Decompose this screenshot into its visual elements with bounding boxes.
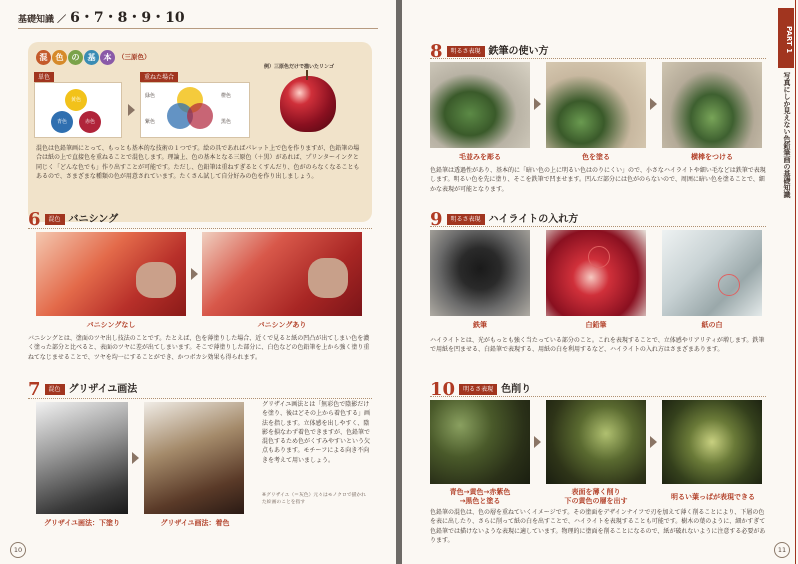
- grisaille-paragraph: グリザイユ画法とは「無彩色で陰影だけを塗り、後はどその上から着色する」画法を指します。立体感を出しやすく、陰影を損なわず着色できますが、色鉛筆で混色するため色がくすみやすいという欠点もあります。モチーフによる向き不向きを考えて用いましょう。: [262, 401, 371, 464]
- section-divider: [430, 396, 766, 397]
- section-8-heading: [430, 38, 549, 65]
- section-divider: [430, 226, 766, 227]
- section-divider: [28, 398, 372, 399]
- red-dot: 赤色: [79, 111, 101, 133]
- part-title: 写真にしか見えない色鉛筆画の基礎知識: [783, 72, 791, 198]
- section-9-heading: [430, 206, 578, 233]
- caption-underpaint: グリザイユ画法：下塗り: [43, 519, 121, 527]
- section-10-heading: [430, 376, 531, 403]
- section-number: 8: [430, 41, 443, 62]
- caption-stylus: 鉄筆: [473, 321, 487, 329]
- scraping-step3-image: [662, 400, 762, 484]
- side-rule: [795, 0, 796, 564]
- title-char: 混: [36, 50, 51, 65]
- highlight-paper-white-image: [662, 230, 762, 316]
- grisaille-colored-image: [144, 402, 244, 514]
- mixed-colors-figure: [140, 82, 250, 138]
- burnishing-before-image: [36, 232, 186, 316]
- caption-colored: グリザイユ画法：着色: [160, 519, 230, 527]
- caption-paper-white: 紙の白: [701, 321, 723, 329]
- scraping-paragraph: 色鉛筆の混色は、色の層を重ねていくイメージです。その塗面をデザインナイフで刃を加えて薄く削ることにより、下層の色を表に出したり、さらに削って紙の白を出すことで、ハイライトを表現することも可能です。樹木の葉のように、細かすぎて色鉛筆では描けないような表現に適しています。物理的に塗面を削ることになるので、紙が破れないように注意する必要があります。: [430, 509, 766, 544]
- caption-step3: 横棒をつける: [691, 153, 733, 161]
- scraping-step1-image: [430, 400, 530, 484]
- arrow-icon: [650, 98, 657, 110]
- highlight-stylus-image: [430, 230, 530, 316]
- section-divider: [28, 228, 372, 229]
- section-number: 10: [430, 379, 456, 400]
- caption-before: バニシングなし: [86, 321, 136, 329]
- right-page: [402, 0, 798, 564]
- highlight-paragraph: ハイライトとは、光がもっとも強く当たっている部分のこと。これを表現することで、立体感やリアリティが増します。鉄筆で用紙を凹ませる、白鉛筆で表現する、用紙の白を利用するなど、ハイライトの入れ方はさまざまあります。: [430, 337, 765, 354]
- caption-step1: 毛並みを彫る: [459, 153, 501, 161]
- example-caption: 例）三原色だけで描いたリンゴ: [264, 64, 335, 70]
- section-tag: 明るさ表現: [447, 214, 485, 225]
- basics-subtitle: （三原色）: [118, 52, 151, 61]
- caption-scrape-step3: 明るい葉っぱが表現できる: [671, 493, 755, 501]
- header-numbers: 6・7・8・9・10: [70, 10, 185, 26]
- hand-shape: [136, 262, 176, 298]
- arrow-icon: [128, 104, 135, 116]
- highlight-marker: [588, 246, 610, 268]
- red-circle: [187, 103, 213, 129]
- section-number: 6: [28, 209, 41, 230]
- highlight-marker: [718, 274, 740, 296]
- grisaille-note: ※グリザイユ（＝灰色）元々はモノクロで描かれた絵画のことを指す: [262, 493, 366, 506]
- stylus-step2-image: [546, 62, 646, 148]
- section-number: 7: [28, 379, 41, 400]
- label-mix: 重ねた場合: [140, 72, 178, 83]
- caption-white-pencil: 白鉛筆: [585, 321, 607, 329]
- caption-line: 下の黄色の層を出す: [564, 496, 628, 505]
- arrow-icon: [650, 436, 657, 448]
- caption-step2: 色を塗る: [582, 153, 610, 161]
- section-tag: 混色: [45, 384, 65, 395]
- caption-line: 青色→黄色→赤紫色: [449, 488, 511, 496]
- page-header: 基礎知識 ／ 6・7・8・9・10: [18, 10, 185, 26]
- caption-line: 表面を薄く削り: [571, 488, 621, 496]
- page-number: 10: [10, 542, 26, 558]
- section-tag: 混色: [45, 214, 65, 225]
- title-char: 色: [52, 50, 67, 65]
- arrow-icon: [534, 436, 541, 448]
- arrow-icon: [534, 98, 541, 110]
- title-char: 本: [100, 50, 115, 65]
- highlight-white-pencil-image: [546, 230, 646, 316]
- caption-after: バニシングあり: [257, 321, 307, 329]
- color-basics-box: [28, 42, 372, 222]
- caption-scrape-step2: [542, 488, 650, 506]
- yellow-dot: 黄色: [65, 89, 87, 111]
- label-black: 黒色: [221, 119, 232, 125]
- header-label: 基礎知識: [18, 15, 55, 25]
- left-page: [0, 0, 396, 564]
- title-char: 基: [84, 50, 99, 65]
- stylus-paragraph: 色鉛筆は透過性があり、基本的に「暗い色の上に明るい色はのりにくい」ので、小さなハイライトや細い毛などは鉄筆で表現します。明るい色を先に塗り、そこを鉄筆で凹ませます。凹んだ部分には色がのらないので、周囲に暗い色を塗ることで、細かな表現が可能となります。: [430, 167, 766, 193]
- section-title: 鉄筆の使い方: [488, 46, 549, 57]
- section-title: バニシング: [68, 214, 119, 225]
- label-primary: 単色: [34, 72, 54, 83]
- arrow-icon: [191, 268, 198, 280]
- label-orange: 橙色: [221, 93, 232, 99]
- apple-illustration: [280, 76, 336, 132]
- section-number: 9: [430, 209, 443, 230]
- section-tag: 明るさ表現: [447, 46, 485, 57]
- section-divider: [430, 58, 766, 59]
- stylus-step1-image: [430, 62, 530, 148]
- basics-title: [36, 50, 151, 65]
- part-tab: PART 1: [778, 8, 794, 68]
- label-green: 緑色: [145, 93, 156, 99]
- blue-dot: 青色: [51, 111, 73, 133]
- page-number: 11: [774, 542, 790, 558]
- scraping-step2-image: [546, 400, 646, 484]
- section-title: 色削り: [501, 384, 532, 395]
- caption-line: →黒色と塗る: [459, 496, 501, 505]
- caption-scrape-step1: [422, 488, 538, 506]
- section-tag: 明るさ表現: [459, 384, 497, 395]
- burnishing-after-image: [202, 232, 362, 316]
- section-title: ハイライトの入れ方: [488, 214, 579, 225]
- apple-stem: [306, 70, 308, 80]
- grisaille-underpaint-image: [36, 402, 128, 514]
- label-purple: 紫色: [145, 119, 156, 125]
- arrow-icon: [132, 452, 139, 464]
- hand-shape: [308, 258, 348, 298]
- header-divider: [18, 28, 378, 29]
- basics-paragraph: 混色は色鉛筆画にとって、もっとも基本的な技術の１つです。絵の具であればパレット上で色を作りますが、色鉛筆の場合は紙の上で直接色を重ねることで混色します。理論上、色の基本となる三原色（＋黒）があれば、プリンターインクと同じく「どんな色でも」作り出すことが可能です。ただし、色鉛筆は重ねすぎるとくすんだり、色がのらなくなることもあるので、さまざまな種類の色が用意されています。たくさん試して自分好みの色を作り出しましょう。: [36, 145, 360, 180]
- section-title: グリザイユ画法: [68, 384, 138, 395]
- title-char: の: [68, 50, 83, 65]
- stylus-step3-image: [662, 62, 762, 148]
- burnishing-paragraph: バニシングとは、塗面のツヤ出し技法のことです。たとえば、色を薄塗りした場合、近くで見ると紙の凹凸が出てしまい色を濃く塗った部分と比べると、表面のツヤに差が出てしまいます。そこで薄塗りした部分に、白色などの色鉛筆を上から強く塗り重ねてなじませることで、ツヤを均一にすることができ、かつボカシ効果も得られます。: [28, 335, 370, 361]
- primary-colors-figure: [34, 82, 122, 138]
